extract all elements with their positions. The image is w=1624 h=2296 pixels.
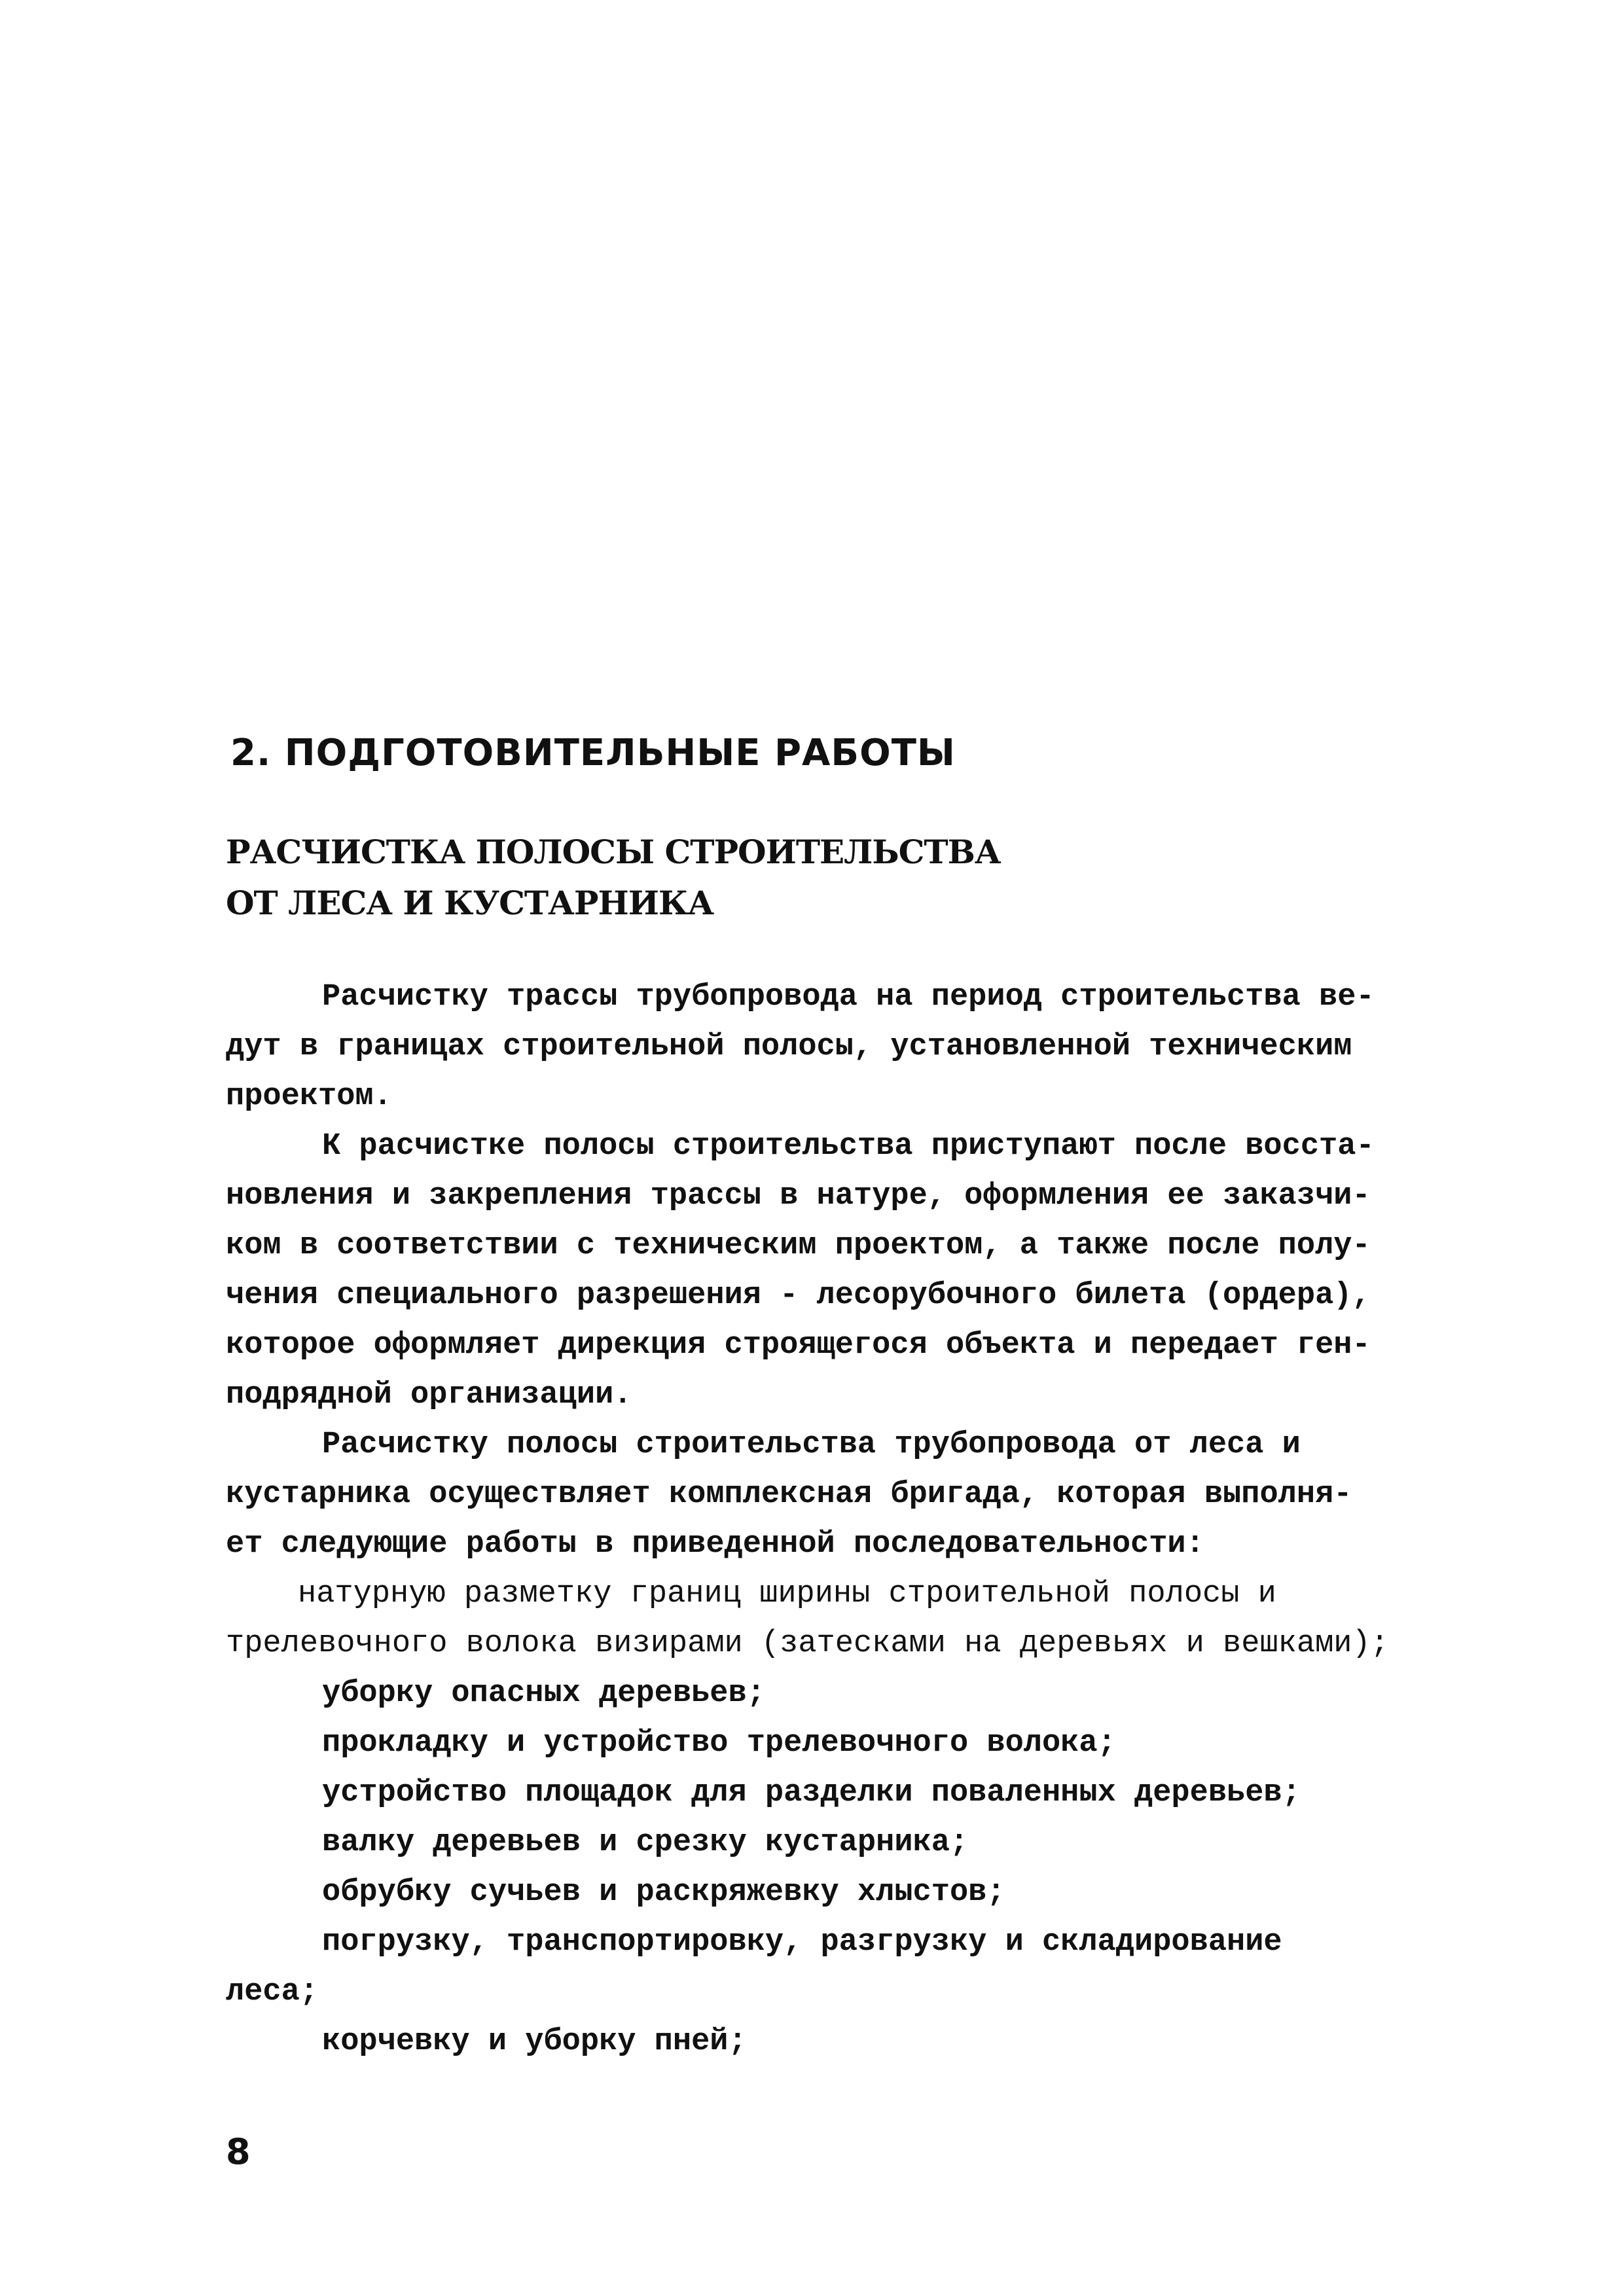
list-item: погрузку, транспортировку, разгрузку и складирование	[322, 1925, 1282, 1960]
chapter-title: 2. ПОДГОТОВИТЕЛЬНЫЕ РАБОТЫ	[230, 732, 956, 774]
list-item: обрубку сучьев и раскряжевку хлыстов;	[322, 1875, 1005, 1910]
body-line: ком в соответствии с техническим проектом, а также после полу-	[226, 1229, 1371, 1263]
body-line: К расчистке полосы строительства приступают после восста-	[322, 1129, 1375, 1164]
body-line: Расчистку трассы трубопровода на период строительства ве-	[322, 980, 1375, 1014]
list-item: корчевку и уборку пней;	[322, 2024, 747, 2059]
body-line: проектом.	[226, 1079, 392, 1114]
list-item: уборку опасных деревьев;	[322, 1676, 765, 1711]
list-item: валку деревьев и срезку кустарника;	[322, 1825, 969, 1860]
body-line: новления и закрепления трассы в натуре, оформления ее заказчи-	[226, 1179, 1371, 1213]
section-heading-line-2: ОТ ЛЕСА И КУСТАРНИКА	[226, 884, 714, 922]
body-line: которое оформляет дирекция строящегося объекта и передает ген-	[226, 1328, 1371, 1363]
body-line: Расчистку полосы строительства трубопровода от леса и	[322, 1427, 1301, 1462]
list-item-continuation: трелевочного волока визирами (затесками на деревьях и вешками);	[226, 1626, 1389, 1661]
body-line: кустарника осуществляет комплексная бригада, которая выполня-	[226, 1477, 1352, 1512]
body-line: ет следующие работы в приведенной последовательности:	[226, 1527, 1204, 1562]
body-line: чения специального разрешения - лесорубочного билета (ордера),	[226, 1278, 1371, 1313]
body-line: дут в границах строительной полосы, установленной техническим	[226, 1030, 1352, 1064]
page-number: 8	[226, 2131, 251, 2172]
list-item: устройство площадок для разделки поваленных деревьев;	[322, 1776, 1301, 1810]
list-item-continuation: леса;	[226, 1975, 319, 2009]
list-item: натурную разметку границ ширины строительной полосы и	[298, 1577, 1276, 1611]
body-line: подрядной организации.	[226, 1378, 632, 1412]
list-item: прокладку и устройство трелевочного волока;	[322, 1726, 1116, 1761]
section-heading-line-1: РАСЧИСТКА ПОЛОСЫ СТРОИТЕЛЬСТВА	[226, 833, 1001, 871]
